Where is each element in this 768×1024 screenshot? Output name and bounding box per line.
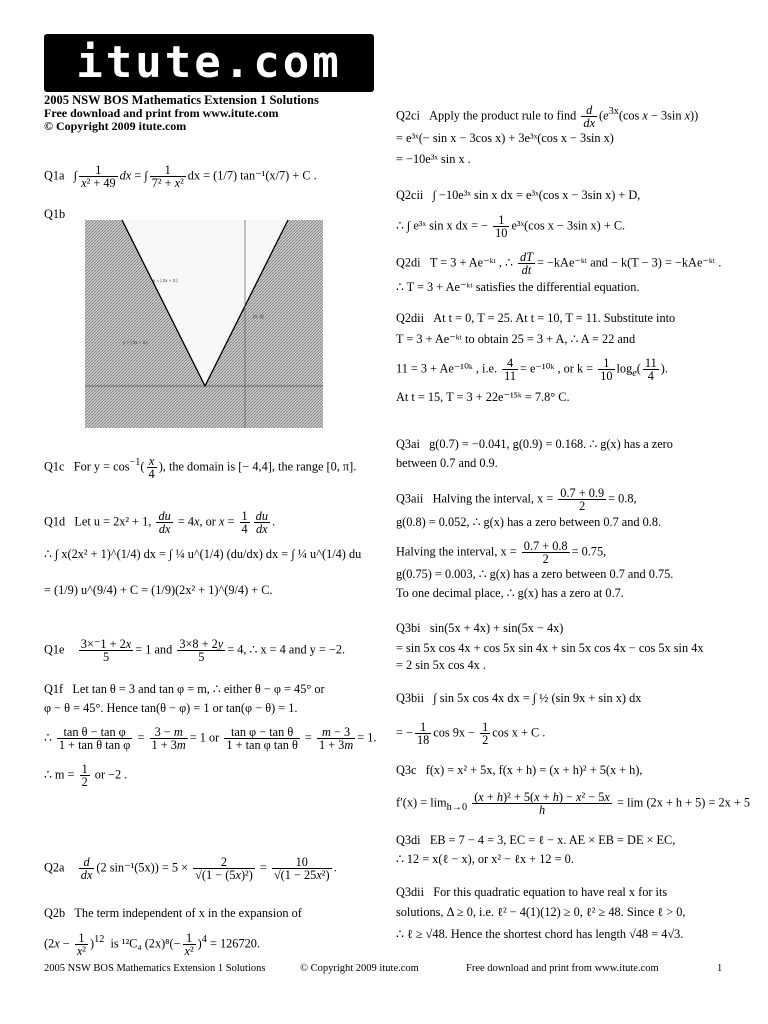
q3aii-line4: g(0.75) = 0.003, ∴ g(x) has a zero between 0.7 and 0.75.	[396, 567, 674, 581]
page-number: 1	[717, 963, 723, 974]
q1d-line3: = (1/9) u^(9/4) + C = (1/9)(2x² + 1)^(9/4) + C.	[44, 583, 273, 597]
q3dii: Q3dii For this quadratic equation to have real x for its	[396, 885, 668, 899]
site-logo: itute.com	[44, 34, 374, 92]
q3aii-line3: Halving the interval, x = $\frac{0.7 + 0.8}{2}$ = 0.75,	[396, 539, 607, 566]
curve-label: y = | 2x + 3 |	[153, 278, 178, 283]
q3di-line2: ∴ 12 = x(ℓ − x), or x² − ℓx + 12 = 0.	[396, 852, 574, 866]
q3ai-line2: between 0.7 and 0.9.	[396, 456, 498, 470]
footer-title: 2005 NSW BOS Mathematics Extension 1 Solutions	[44, 963, 266, 974]
q2a: Q2a $\frac{d}{dx}$ (2 sin⁻¹(5x)) = 5 × $\frac{2}{\text{√(1 − (5x)²)}}$ = $\frac{10}{\text{√(1 − 25x²)}}$ .	[44, 855, 337, 882]
q3bi-line2: = sin 5x cos 4x + cos 5x sin 4x + sin 5x cos 4x − cos 5x sin 4x	[396, 641, 704, 655]
footer-download: Free download and print from www.itute.com	[466, 963, 659, 974]
q1b-graph	[85, 218, 325, 428]
q1f-line5: ∴ m = $\frac{1}{2}$ or −2 .	[44, 762, 128, 789]
point-label: (0, 3)	[253, 314, 264, 319]
q2dii-line4: At t = 15, T = 3 + 22e⁻¹⁵ᵏ = 7.8° C.	[396, 390, 570, 404]
q2cii: Q2cii ∫ −10e³ˣ sin x dx = e³ˣ(cos x − 3sin x) + D,	[396, 188, 641, 202]
q3dii-line2: solutions, Δ ≥ 0, i.e. ℓ² − 4(1)(12) ≥ 0, ℓ² ≥ 48. Since ℓ > 0,	[396, 905, 686, 919]
q3bi: Q3bi sin(5x + 4x) + sin(5x − 4x)	[396, 621, 564, 635]
q3aii-line2: g(0.8) = 0.052, ∴ g(x) has a zero between 0.7 and 0.8.	[396, 515, 662, 529]
q3bi-line3: = 2 sin 5x cos 4x .	[396, 658, 486, 672]
q2di-line2: ∴ T = 3 + Ae⁻ᵏᵗ satisfies the differential equation.	[396, 280, 640, 294]
q3di: Q3di EB = 7 − 4 = 3, EC = ℓ − x. AE × EB = DE × EC,	[396, 833, 676, 847]
q2ci: Q2ci Apply the product rule to find $\frac{d}{dx}$ ($e^{3x}(\cos$ x − 3sin x))	[396, 103, 699, 130]
footer-copyright: © Copyright 2009 itute.com	[300, 963, 419, 974]
q3dii-line3: ∴ ℓ ≥ √48. Hence the shortest chord has length √48 = 4√3.	[396, 927, 684, 941]
q1c: Q1c For $y = \cos^{-1}$( $\frac{x}{4}$ ), the domain is [− 4,4], the range [0, π].	[44, 454, 357, 481]
page-header	[44, 94, 319, 133]
q3bii: Q3bii ∫ sin 5x cos 4x dx = ∫ ½ (sin 9x + sin x) dx	[396, 691, 642, 705]
q3c: Q3c f(x) = x² + 5x, f(x + h) = (x + h)² + 5(x + h),	[396, 763, 643, 777]
q3c-line2: $f'(x) = \lim_{h\to 0}$ $\frac{\text{(x + h)² + 5(x + h) − x² − 5x}}{h}$ = lim (2x + h + 5) = 2x + 5	[396, 790, 751, 817]
q1f: Q1f Let tan θ = 3 and tan φ = m, ∴ either θ − φ = 45° or	[44, 682, 325, 696]
q2dii: Q2dii At t = 0, T = 25. At t = 10, T = 11. Substitute into	[396, 311, 676, 325]
q2dii-line2: T = 3 + Ae⁻ᵏᵗ to obtain 25 = 3 + A, ∴ A = 22 and	[396, 332, 636, 346]
q3aii: Q3aii Halving the interval, x = $\frac{0.7 + 0.9}{2}$ = 0.8,	[396, 486, 637, 513]
q2b: Q2b The term independent of x in the expansion of	[44, 906, 302, 920]
q2di: Q2di T = 3 + Ae⁻ᵏᵗ , ∴ $\frac{dT}{dt}$ = −kAe⁻ᵏᵗ and − k(T − 3) = −kAe⁻ᵏᵗ .	[396, 250, 722, 277]
q2ci-line3: = −10e³ˣ sin x .	[396, 152, 471, 166]
download-note: Free download and print from www.itute.com	[44, 106, 279, 120]
q1a: Q1a ∫ $\frac{1}{\text{x² + 49}}$ dx = ∫ $\frac{1}{\text{7² + x²}}$ dx = (1/7) tan⁻¹(x/7) + C .	[44, 163, 317, 190]
q1f-line3: ∴ $\frac{\text{tan θ − tan φ}}{\text{1 + tan θ tan φ}}$ = $\frac{3 - m}{1 + 3m}$ = 1 or $\frac{\text{tan φ − tan θ}}{\text{1 + tan φ tan θ}}$ = $\frac{m - 3}{1 + 3m}$ = 1.	[44, 725, 377, 752]
q2b-line2: (2x − $\frac{1}{\text{x²}}$ )$^{12}$ is ¹²C₄ (2x)⁸(− $\frac{1}{\text{x²}}$ )$^4$ = 126720.	[44, 931, 260, 958]
q1b-label: Q1b	[44, 207, 66, 221]
q3ai: Q3ai g(0.7) = −0.041, g(0.9) = 0.168. ∴ g(x) has a zero	[396, 437, 673, 451]
q2dii-line3: 11 = 3 + Ae⁻¹⁰ᵏ , i.e. $\frac{4}{11}$ = e⁻¹⁰ᵏ , or k = $\frac{1}{10}$ $\log_e$( $\frac{11}{4}$ ).	[396, 356, 668, 383]
copyright-note: © Copyright 2009 itute.com	[44, 119, 187, 133]
region-label: y > | 2x + 3 |	[123, 340, 148, 345]
q1e: Q1e $\frac{3\times^-1 + 2x}{5}$ = 1 and $\frac{3\times 8 + 2y}{5}$ = 4, ∴ x = 4 and y = −2.	[44, 637, 346, 664]
q3bii-line2: = − $\frac{1}{18}$ cos 9x − $\frac{1}{2}$ cos x + C .	[396, 720, 546, 747]
q3aii-line5: To one decimal place, ∴ g(x) has a zero at 0.7.	[396, 586, 624, 600]
page-title: 2005 NSW BOS Mathematics Extension 1 Solutions	[44, 93, 319, 107]
q2cii-line2: ∴ ∫ e³ˣ sin x dx = − $\frac{1}{10}$ e³ˣ(cos x − 3sin x) + C.	[396, 213, 626, 240]
q1f-line2: φ − θ = 45°. Hence tan(θ − φ) = 1 or tan(φ − θ) = 1.	[44, 701, 298, 715]
q2ci-line2: = e³ˣ(− sin x − 3cos x) + 3e³ˣ(cos x − 3sin x)	[396, 131, 614, 145]
q1d: Q1d Let u = 2x² + 1, $\frac{du}{dx}$ = 4x, or x = $\frac{1}{4}$ $\frac{du}{dx}$ .	[44, 509, 276, 536]
q1d-line2: ∴ ∫ x(2x² + 1)^(1/4) dx = ∫ ¼ u^(1/4) (du/dx) dx = ∫ ¼ u^(1/4) du	[44, 547, 362, 561]
